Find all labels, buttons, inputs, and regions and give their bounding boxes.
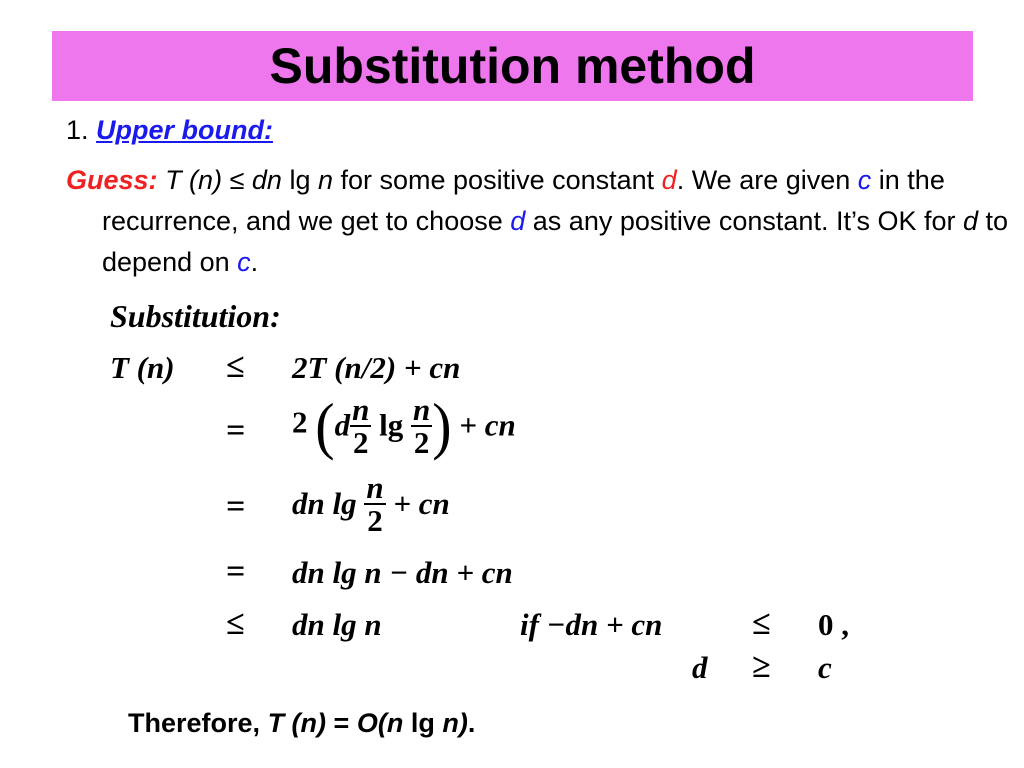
derivation-rel-4: =: [226, 553, 246, 590]
derivation-rel-2: =: [226, 412, 246, 449]
guess-t4: lg: [281, 165, 318, 195]
condition-1-rel: ≤: [752, 605, 771, 642]
conclusion-t1: T (n): [267, 708, 327, 738]
conclusion-t3: O(n: [356, 708, 404, 738]
guess-t11: d: [510, 206, 526, 236]
guess-t12: as any positive constant. It’s OK for: [525, 206, 963, 236]
derivation-lhs: T (n): [110, 350, 175, 385]
title-banner: [52, 31, 973, 101]
guess-t15: c: [237, 247, 251, 277]
rhs2-numerator-2: n: [412, 391, 431, 427]
guess-t10: in the recurrence, and we get to choose: [102, 165, 945, 236]
guess-t7: d: [661, 165, 677, 195]
conclusion-t6: .: [467, 708, 476, 738]
item-heading: Upper bound:: [96, 115, 274, 145]
rhs2-denominator-1: 2: [352, 424, 369, 460]
guess-t1: T (n): [165, 165, 223, 195]
rhs2-paren-close: ): [432, 389, 452, 462]
guess-t9: c: [857, 165, 872, 195]
item-number: 1.: [66, 115, 89, 145]
rhs2-numerator-1: n: [352, 391, 370, 427]
derivation-rhs-5: dn lg n: [292, 607, 382, 642]
rhs2-lg: lg: [379, 407, 404, 443]
guess-t2: ≤: [222, 165, 252, 195]
derivation-rhs-2: [292, 389, 516, 462]
rhs3-tail: + cn: [393, 486, 450, 521]
rhs2-paren-open: (: [315, 389, 335, 462]
guess-t13: d: [963, 206, 979, 236]
guess-label: Guess:: [66, 165, 158, 195]
guess-t8: . We are given: [676, 165, 858, 195]
guess-paragraph: [66, 160, 1012, 283]
rhs2-fraction-1: [350, 391, 371, 460]
derivation-rhs-1: 2T (n/2) + cn: [292, 350, 461, 385]
guess-t6: for some positive constant: [333, 165, 662, 195]
condition-1-rhs: 0 ,: [818, 607, 849, 642]
condition-2-lhs: d: [692, 650, 708, 685]
guess-t5: n: [317, 165, 333, 195]
rhs3-denominator: 2: [367, 503, 383, 538]
item-1: [66, 110, 273, 151]
guess-t14: to depend on: [102, 206, 1009, 277]
rhs2-d: d: [334, 407, 351, 443]
derivation-rel-3: =: [226, 488, 246, 525]
conclusion-t5: n): [442, 708, 468, 738]
rhs2-denominator-2: 2: [413, 424, 430, 460]
rhs2-fraction-2: [411, 391, 432, 460]
conclusion-label: Therefore,: [128, 708, 261, 738]
conclusion-t2: =: [326, 708, 357, 738]
condition-2-rel: ≥: [752, 648, 771, 685]
rhs2-tail: + cn: [459, 407, 516, 443]
guess-t3: dn: [251, 165, 282, 195]
rhs3-fraction: [364, 472, 385, 536]
guess-t16: .: [250, 247, 259, 277]
rhs3-numerator: n: [366, 470, 384, 505]
conclusion: [128, 708, 475, 739]
conclusion-t4: lg: [403, 708, 443, 738]
condition-2-rhs: c: [818, 650, 832, 685]
rhs2-coefficient: 2: [292, 404, 308, 440]
derivation-rhs-4: dn lg n − dn + cn: [292, 555, 513, 590]
condition-1-lhs: if −dn + cn: [520, 607, 663, 642]
derivation-rhs-3: [292, 472, 450, 536]
slide-title: Substitution method: [269, 38, 756, 94]
derivation-rel-5: ≤: [226, 605, 245, 642]
rhs3-head: dn lg: [292, 486, 357, 521]
derivation-rel-1: ≤: [226, 348, 245, 385]
substitution-label: Substitution:: [110, 298, 281, 334]
